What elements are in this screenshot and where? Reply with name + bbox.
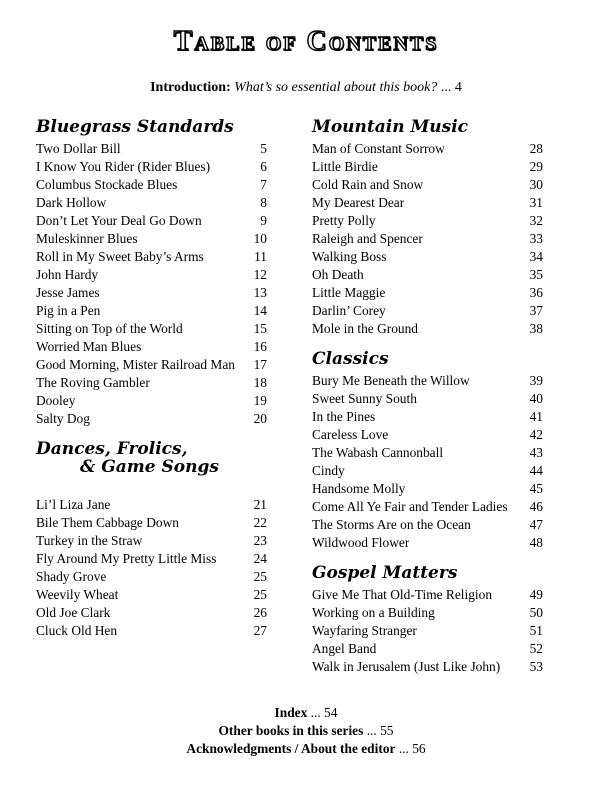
toc-entry[interactable] [312, 586, 543, 604]
toc-entry-page: 45 [529, 481, 543, 496]
toc-entry-page: 36 [529, 285, 543, 300]
toc-entry-page: 20 [253, 411, 267, 426]
toc-entry-title: Cold Rain and Snow [312, 177, 424, 192]
toc-entry-title: Turkey in the Straw [36, 533, 143, 548]
toc-entry-page: 22 [253, 515, 267, 530]
footer-other-books-label: Other books in this series [218, 723, 364, 738]
toc-entry[interactable] [36, 622, 267, 640]
toc-entry[interactable] [36, 550, 267, 568]
toc-entry-page: 29 [529, 159, 543, 174]
toc-entry-page: 41 [529, 409, 543, 424]
toc-entry-page: 32 [529, 213, 543, 228]
toc-entry[interactable] [36, 266, 267, 284]
toc-entry-page: 33 [529, 231, 543, 246]
toc-entry-page: 19 [253, 393, 267, 408]
footer-acknowledgments-page: ... 56 [398, 741, 426, 756]
toc-entry-page: 34 [529, 249, 543, 264]
toc-entry-title: Sweet Sunny South [312, 391, 417, 406]
toc-entry-title: Bile Them Cabbage Down [36, 515, 179, 530]
toc-entry-page: 23 [253, 533, 267, 548]
toc-entry-page: 49 [529, 587, 543, 602]
toc-entry[interactable] [312, 622, 543, 640]
toc-entry[interactable] [312, 444, 543, 462]
intro-page: ... 4 [440, 80, 462, 95]
toc-entry-title: The Wabash Cannonball [312, 445, 444, 460]
toc-entry[interactable] [312, 158, 543, 176]
toc-entry-title: Sitting on Top of the World [36, 321, 183, 336]
section-heading-classics: Classics [312, 349, 389, 369]
toc-entry-title: Handsome Molly [312, 481, 406, 496]
toc-entry-page: 6 [260, 159, 267, 174]
toc-entry-page: 52 [529, 641, 543, 656]
left-column [36, 116, 267, 640]
toc-entry[interactable] [312, 140, 543, 158]
toc-entry-page: 12 [253, 267, 267, 282]
toc-entry[interactable] [36, 176, 267, 194]
toc-entry-page: 35 [529, 267, 543, 282]
toc-entry-title: Man of Constant Sorrow [312, 141, 445, 156]
toc-entry-title: My Dearest Dear [312, 195, 405, 210]
toc-entry[interactable] [36, 532, 267, 550]
toc-entry-title: Careless Love [312, 427, 389, 442]
toc-entry[interactable] [312, 230, 543, 248]
toc-entry-page: 26 [253, 605, 267, 620]
footer-index-label: Index [274, 705, 308, 720]
footer-acknowledgments[interactable] [0, 740, 612, 758]
toc-entry[interactable] [36, 158, 267, 176]
toc-entry-page: 37 [529, 303, 543, 318]
toc-entry[interactable] [312, 516, 543, 534]
toc-entry[interactable] [312, 248, 543, 266]
toc-entry-title: Salty Dog [36, 411, 90, 426]
toc-entry-title: Good Morning, Mister Railroad Man [36, 357, 235, 372]
section-heading-gospel: Gospel Matters [312, 563, 458, 583]
toc-entry-title: Walk in Jerusalem (Just Like John) [312, 659, 501, 674]
toc-entry-title: Roll in My Sweet Baby’s Arms [36, 249, 204, 264]
toc-entry[interactable] [36, 356, 267, 374]
toc-entry[interactable] [312, 604, 543, 622]
toc-entry-title: I Know You Rider (Rider Blues) [36, 159, 211, 174]
footer-index[interactable] [0, 704, 612, 722]
toc-entry-page: 40 [529, 391, 543, 406]
toc-entry-page: 13 [253, 285, 267, 300]
footer-other-books-page: ... 55 [366, 723, 394, 738]
introduction-line[interactable] [0, 80, 612, 96]
toc-entry-page: 7 [260, 177, 267, 192]
toc-entry-page: 24 [253, 551, 267, 566]
toc-entry[interactable] [312, 176, 543, 194]
toc-entry[interactable] [312, 372, 543, 390]
toc-entry-title: Muleskinner Blues [36, 231, 138, 246]
toc-entry[interactable] [312, 640, 543, 658]
toc-entry-title: Oh Death [312, 267, 364, 282]
toc-entry-page: 25 [253, 587, 267, 602]
toc-entry[interactable] [36, 410, 267, 428]
toc-entry[interactable] [312, 480, 543, 498]
toc-entry-title: Come All Ye Fair and Tender Ladies [312, 499, 508, 514]
section-list-classics [312, 372, 543, 552]
toc-entry-title: Wildwood Flower [312, 535, 410, 550]
toc-entry[interactable] [312, 498, 543, 516]
toc-entry-page: 17 [253, 357, 267, 372]
intro-text: What’s so essential about this book? [234, 80, 438, 95]
toc-entry-title: Little Maggie [312, 285, 386, 300]
right-column [312, 116, 543, 676]
toc-entry-page: 38 [529, 321, 543, 336]
toc-entry-page: 16 [253, 339, 267, 354]
toc-entry-page: 15 [253, 321, 267, 336]
section-list-dances [36, 496, 267, 640]
toc-entry-page: 50 [529, 605, 543, 620]
toc-entry[interactable] [36, 496, 267, 514]
toc-entry-title: Jesse James [36, 285, 100, 300]
toc-entry-title: Cluck Old Hen [36, 623, 118, 638]
toc-entry-page: 48 [529, 535, 543, 550]
toc-entry[interactable] [312, 266, 543, 284]
toc-entry-title: Pretty Polly [312, 213, 376, 228]
toc-entry-title: Dooley [36, 393, 76, 408]
toc-entry-title: Li’l Liza Jane [36, 497, 111, 512]
toc-entry-title: Shady Grove [36, 569, 107, 584]
toc-entry-title: Mole in the Ground [312, 321, 418, 336]
toc-entry-title: Pig in a Pen [36, 303, 101, 318]
section-heading-mountain: Mountain Music [312, 117, 469, 137]
toc-entry[interactable] [36, 514, 267, 532]
toc-entry[interactable] [36, 194, 267, 212]
toc-entry[interactable] [312, 302, 543, 320]
toc-entry[interactable] [312, 284, 543, 302]
toc-entry-page: 53 [529, 659, 543, 674]
toc-entry-title: Walking Boss [312, 249, 387, 264]
toc-entry[interactable] [36, 374, 267, 392]
toc-entry[interactable] [36, 604, 267, 622]
section-list-bluegrass [36, 140, 267, 428]
toc-entry-title: The Storms Are on the Ocean [312, 517, 471, 532]
section-heading-dances [36, 438, 267, 496]
toc-entry-title: Old Joe Clark [36, 605, 111, 620]
toc-entry[interactable] [36, 320, 267, 338]
toc-entry-title: John Hardy [36, 267, 99, 282]
toc-entry-page: 21 [253, 497, 267, 512]
toc-entry-title: Weevily Wheat [36, 587, 119, 602]
toc-entry-page: 11 [254, 249, 267, 264]
toc-entry-page: 43 [529, 445, 543, 460]
toc-entry-page: 25 [253, 569, 267, 584]
toc-entry-title: Give Me That Old-Time Religion [312, 587, 493, 602]
toc-entry[interactable] [36, 302, 267, 320]
toc-entry[interactable] [36, 230, 267, 248]
toc-entry[interactable] [36, 248, 267, 266]
toc-entry-page: 14 [253, 303, 267, 318]
toc-entry[interactable] [36, 568, 267, 586]
toc-entry-title: Don’t Let Your Deal Go Down [36, 213, 202, 228]
section-heading-bluegrass: Bluegrass Standards [36, 117, 234, 137]
toc-entry-title: Worried Man Blues [36, 339, 142, 354]
toc-entry-title: Two Dollar Bill [36, 141, 121, 156]
toc-entry-page: 5 [260, 141, 267, 156]
section-heading-dances-line1: Dances, Frolics, [36, 439, 188, 459]
toc-entry-page: 27 [253, 623, 267, 638]
toc-entry[interactable] [36, 338, 267, 356]
toc-entry-page: 10 [253, 231, 267, 246]
footer-other-books[interactable] [0, 722, 612, 740]
toc-entry[interactable] [312, 194, 543, 212]
footer [0, 704, 612, 758]
toc-entry-title: Working on a Building [312, 605, 435, 620]
toc-entry-page: 18 [253, 375, 267, 390]
toc-entry-title: Cindy [312, 463, 345, 478]
toc-entry-title: In the Pines [312, 409, 376, 424]
section-heading-dances-line2: & Game Songs [80, 457, 219, 477]
toc-entry-page: 31 [529, 195, 543, 210]
toc-entry[interactable] [36, 586, 267, 604]
toc-entry-page: 42 [529, 427, 543, 442]
toc-entry-page: 8 [260, 195, 267, 210]
toc-entry-title: Dark Hollow [36, 195, 107, 210]
toc-entry[interactable] [312, 534, 543, 552]
toc-entry[interactable] [312, 320, 543, 338]
toc-entry[interactable] [36, 140, 267, 158]
toc-entry-title: Angel Band [312, 641, 377, 656]
toc-entry-page: 44 [529, 463, 543, 478]
toc-entry-page: 9 [260, 213, 267, 228]
toc-entry-page: 51 [529, 623, 543, 638]
intro-label: Introduction: [150, 80, 231, 95]
toc-entry-page: 30 [529, 177, 543, 192]
footer-index-page: ... 54 [310, 705, 338, 720]
toc-entry-title: Raleigh and Spencer [312, 231, 423, 246]
toc-entry[interactable] [312, 212, 543, 230]
toc-entry-title: The Roving Gambler [36, 375, 150, 390]
toc-entry[interactable] [36, 212, 267, 230]
toc-entry-title: Darlin’ Corey [312, 303, 386, 318]
toc-entry-title: Bury Me Beneath the Willow [312, 373, 470, 388]
toc-entry[interactable] [312, 462, 543, 480]
toc-entry[interactable] [312, 658, 543, 676]
toc-entry-page: 39 [529, 373, 543, 388]
toc-entry[interactable] [312, 408, 543, 426]
toc-entry-title: Columbus Stockade Blues [36, 177, 178, 192]
toc-entry[interactable] [36, 392, 267, 410]
toc-entry-title: Wayfaring Stranger [312, 623, 417, 638]
toc-entry[interactable] [36, 284, 267, 302]
section-list-gospel [312, 586, 543, 676]
toc-entry-page: 28 [529, 141, 543, 156]
toc-entry-title: Little Birdie [312, 159, 378, 174]
toc-entry-title: Fly Around My Pretty Little Miss [36, 551, 217, 566]
footer-acknowledgments-label: Acknowledgments / About the editor [186, 741, 396, 756]
section-list-mountain [312, 140, 543, 338]
toc-entry[interactable] [312, 426, 543, 444]
toc-entry-page: 47 [529, 517, 543, 532]
toc-entry-page: 46 [529, 499, 543, 514]
page-title: Table of Contents [173, 26, 439, 57]
toc-entry[interactable] [312, 390, 543, 408]
